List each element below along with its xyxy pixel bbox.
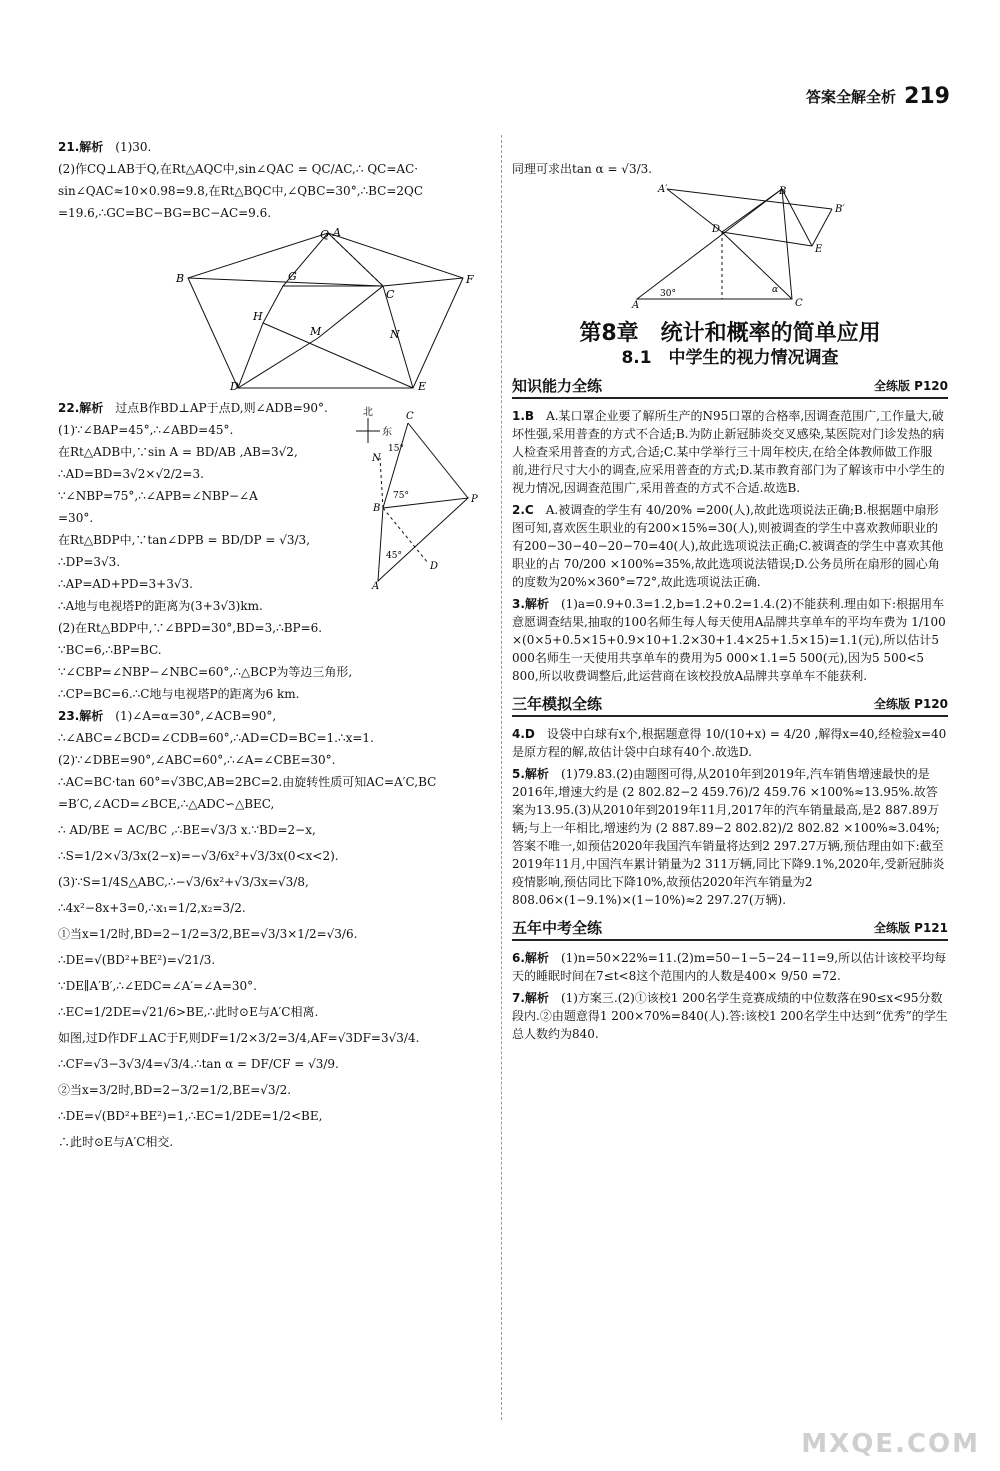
- answer-23-line: ∴此时⊙E与A′C相交.: [58, 1135, 174, 1149]
- answer-text: (1)a=0.9+0.3=1.2,b=1.2+0.2=1.4.(2)不能获利.理由如下:根据用车意愿调查结果,抽取的100名师生每人每天使用A品牌共享单车的平均车费为 1/100 ×(0×5+0.5×15+0.9×10+1.2×30+1.4×25+1.5×15)=1.1(元),所以估计5 000名师生一天使用共享单车的费用为5 000×1.1=5 500(元),因为5 500<5 800,所以收费调整后,此运营商在该校投放A品牌共享单车不能获利.: [512, 597, 946, 683]
- exercise-bar-ref: 全练版 P120: [873, 697, 948, 711]
- svg-text:B: B: [373, 503, 381, 514]
- answer-22-line: 在Rt△BDP中,∵tan∠DPB = BD/DP = √3/3,: [58, 533, 311, 547]
- answer-23-line: ∴AC=BC·tan 60°=√3BC,AB=2BC=2.由旋转性质可知AC=A′C,BC: [58, 775, 437, 789]
- figure-label: E: [815, 244, 823, 255]
- figure-label: B: [779, 186, 787, 197]
- answer-label: 5.解析: [512, 767, 549, 781]
- answer-22-line: ∴AP=AD+PD=3+3√3.: [58, 577, 193, 591]
- figure-label: α: [772, 285, 779, 295]
- section-title: 8.1 中学生的视力情况调查: [621, 348, 839, 368]
- header-title: 答案全解全析: [806, 88, 897, 106]
- exercise-bar-ref: 全练版 P121: [873, 921, 948, 935]
- exercise-bar-title: 知识能力全练: [512, 377, 603, 395]
- answer-23-line: (1)∠A=α=30°,∠ACB=90°,: [115, 709, 277, 723]
- answer-item: [512, 949, 948, 985]
- figure-label: D: [712, 224, 721, 235]
- answer-23-line: ∴DE=√(BD²+BE²)=√21/3.: [58, 953, 216, 967]
- svg-text:F: F: [466, 273, 474, 286]
- svg-text:A: A: [333, 226, 341, 239]
- svg-text:C: C: [386, 288, 395, 301]
- answer-22-line: ∴AD=BD=3√2×√2/2=3.: [58, 467, 204, 481]
- answer-item: [512, 765, 948, 909]
- site-watermark: MXQE.COM: [801, 1429, 980, 1459]
- rotation-figure: [632, 184, 892, 309]
- svg-text:N: N: [390, 328, 400, 341]
- answer-23-line: (3)∵S=1/4S△ABC,∴−√3/6x²+√3/3x=√3/8,: [58, 875, 309, 889]
- answer-23-line: ①当x=1/2时,BD=2−1/2=3/2,BE=√3/3×1/2=√3/6.: [58, 927, 358, 941]
- figure-label: C: [795, 298, 803, 309]
- svg-text:Q: Q: [320, 228, 330, 241]
- exercise-bar: [512, 695, 948, 717]
- answer-23-line: ∵DE∥A′B′,∴∠EDC=∠A′=∠A=30°.: [58, 979, 257, 993]
- left-column: [58, 138, 490, 1155]
- answer-text: A.被调查的学生有 40/20% =200(人),故此选项说法正确;B.根据题中扇形图可知,喜欢医生职业的有200×15%=30(人),则被调查的学生中喜欢教师职业的有200−30−40−20−70=40(人),故此选项说法正确;C.被调查的学生中喜欢其他职业的占 70/200 ×100%=35%,故此选项说法错误;D.公务员所在扇形的圆心角的度数为20%×360°=72°,故此选项说法正确.: [512, 503, 944, 589]
- exercise-bar-title: 三年模拟全练: [512, 695, 603, 713]
- answer-23-line: 如图,过D作DF⊥AC于F,则DF=1/2×3/2=3/4,AF=√3DF=3√3/4.: [58, 1031, 420, 1045]
- answer-22-line: ∴A地与电视塔P的距离为(3+3√3)km.: [58, 599, 263, 613]
- answer-23-line: (2)∵∠DBE=90°,∠ABC=60°,∴∠A=∠CBE=30°.: [58, 753, 336, 767]
- answer-text: (1)n=50×22%=11.(2)m=50−1−5−24−11=9,所以估计该校平均每天的睡眠时间在7≤t<8这个范围内的人数是400× 9/50 =72.: [512, 951, 947, 983]
- answer-23-line: =B′C,∠ACD=∠BCE,∴△ADC∽△BEC,: [58, 797, 275, 811]
- svg-text:G: G: [288, 270, 297, 283]
- answer-label: 2.C: [512, 503, 534, 517]
- svg-text:北: 北: [363, 407, 373, 418]
- answer-item: [512, 725, 948, 761]
- answer-23-line: ∴EC=1/2DE=√21/6>BE,∴此时⊙E与A′C相离.: [58, 1005, 319, 1019]
- svg-text:15°: 15°: [388, 444, 404, 454]
- answer-label: 7.解析: [512, 991, 549, 1005]
- svg-text:E: E: [418, 380, 427, 393]
- answer-22-line: ∴DP=3√3.: [58, 555, 121, 569]
- svg-text:75°: 75°: [393, 491, 409, 501]
- answer-22-line: 过点B作BD⊥AP于点D,则∠ADB=90°.: [115, 401, 328, 415]
- answer-23-line: ②当x=3/2时,BD=2−3/2=1/2,BE=√3/2.: [58, 1083, 292, 1097]
- answer-21: [58, 138, 490, 393]
- right-column: [512, 138, 948, 1047]
- svg-text:P: P: [471, 494, 478, 505]
- pentagon-figure: [168, 226, 474, 393]
- figure-label: A′: [658, 184, 668, 195]
- answer-text: (1)方案三.(2)①该校1 200名学生竞赛成绩的中位数落在90≤x<95分数段内.②由题意得1 200×70%=840(人).答:该校1 200名学生中达到“优秀”的学生总人数约为840.: [512, 991, 948, 1041]
- answer-23-line: ∴ AD/BE = AC/BC ,∴BE=√3/3 x.∵BD=2−x,: [58, 823, 316, 837]
- answer-item: [512, 989, 948, 1043]
- figure-label: A: [632, 300, 640, 311]
- figure-label: B′: [835, 204, 845, 215]
- exercise-bar-ref: 全练版 P120: [873, 379, 948, 393]
- answer-text: 设袋中白球有x个,根据题意得 10/(10+x) = 4/20 ,解得x=40,经检验x=40是原方程的解,故估计袋中白球有40个.故选D.: [512, 727, 947, 759]
- answer-22-line: (1)∵∠BAP=45°,∴∠ABD=45°.: [58, 423, 234, 437]
- answer-23-line: ∴S=1/2×√3/3x(2−x)=−√3/6x²+√3/3x(0<x<2).: [58, 849, 339, 863]
- exercise-bar-title: 五年中考全练: [512, 919, 603, 937]
- answer-item: [512, 595, 948, 685]
- bearing-figure: [348, 403, 488, 593]
- right-top-line: 同理可求出tan α = √3/3.: [512, 162, 653, 176]
- answer-22: [58, 399, 490, 703]
- answer-22-line: ∵∠CBP=∠NBP−∠NBC=60°,∴△BCP为等边三角形,: [58, 665, 353, 679]
- exercise-bar: [512, 377, 948, 399]
- answer-text: (1)79.83.(2)由题图可得,从2010年到2019年,汽车销售增速最快的是2016年,增速大约是 (2 802.82−2 459.76)/2 459.76 ×100%≈13.95%.故答案为13.95.(3)从2010年到2019年11月,2017年的汽车销量最高,是2 887.89万辆;与上一年相比,增速约为 (2 887.89−2 802.82)/2 802.82 ×100%≈3.04%;答案不唯一,如预估2020年我国汽车销量将达到2 297.27万辆,预估理由如下:截至2019年11月,中国汽车累计销量为2 311万辆,同比下降9.1%,2020年,受新冠肺炎疫情影响,预估同比下降10%,故预估2020年汽车销量为2 808.06×(1−9.1%)×(1−10%)≈2 297.27(万辆).: [512, 767, 945, 907]
- page-number: 219: [904, 84, 950, 109]
- answer-21-line: (1)30.: [115, 140, 152, 154]
- answer-21-line: sin∠QAC≈10×0.98=9.8,在Rt△BQC中,∠QBC=30°,∴BC=2QC: [58, 184, 424, 198]
- answer-23: [58, 707, 490, 1151]
- answer-23-label: 23.解析: [58, 709, 104, 723]
- answer-23-line: ∴∠ABC=∠BCD=∠CDB=60°,∴AD=CD=BC=1.∴x=1.: [58, 731, 374, 745]
- answer-item: [512, 407, 948, 497]
- answer-text: A.某口罩企业要了解所生产的N95口罩的合格率,因调查范围广,工作量大,破坏性强,采用普查的方式不合适;B.为防止新冠肺炎交叉感染,某医院对门诊发热的病人检查采用普查的方式,合适;C.某中学举行三十周年校庆,在给全体教师做工作服前,进行尺寸大小的调查,应采用普查的方式;D.某市教育部门为了解该市中小学生的视力情况,因调查范围广,采用普查的方式不合适.故选B.: [512, 409, 945, 495]
- answer-label: 4.D: [512, 727, 535, 741]
- answer-21-line: (2)作CQ⊥AB于Q,在Rt△AQC中,sin∠QAC = QC/AC,∴ QC=AC·: [58, 162, 419, 176]
- answer-label: 1.B: [512, 409, 535, 423]
- chapter-title: 第8章 统计和概率的简单应用: [579, 321, 881, 346]
- svg-text:D: D: [230, 380, 239, 393]
- svg-text:B: B: [176, 272, 185, 285]
- answer-item: [512, 501, 948, 591]
- answer-label: 6.解析: [512, 951, 549, 965]
- svg-text:C: C: [406, 411, 414, 422]
- answer-22-line: ∵∠NBP=75°,∴∠APB=∠NBP−∠A: [58, 489, 258, 503]
- answer-22-line: ∵BC=6,∴BP=BC.: [58, 643, 162, 657]
- answer-23-line: ∴CF=√3−3√3/4=√3/4.∴tan α = DF/CF = √3/9.: [58, 1057, 339, 1071]
- column-divider: [501, 135, 502, 1420]
- svg-text:M: M: [310, 325, 322, 338]
- answer-22-line: 在Rt△ADB中,∵sin A = BD/AB ,AB=3√2,: [58, 445, 298, 459]
- svg-text:H: H: [253, 310, 263, 323]
- answer-22-label: 22.解析: [58, 401, 104, 415]
- answer-22-line: (2)在Rt△BDP中,∵∠BPD=30°,BD=3,∴BP=6.: [58, 621, 323, 635]
- answer-22-line: ∴CP=BC=6.∴C地与电视塔P的距离为6 km.: [58, 687, 300, 701]
- exercise-bar: [512, 919, 948, 941]
- answer-23-line: ∴4x²−8x+3=0,∴x₁=1/2,x₂=3/2.: [58, 901, 246, 915]
- page-header: [806, 84, 950, 109]
- svg-text:N: N: [372, 453, 381, 464]
- svg-text:A: A: [372, 581, 380, 592]
- svg-text:45°: 45°: [386, 551, 402, 561]
- answer-label: 3.解析: [512, 597, 549, 611]
- figure-label: 30°: [660, 289, 676, 299]
- answer-22-line: =30°.: [58, 511, 94, 525]
- answer-21-line: =19.6,∴GC=BC−BG=BC−AC=9.6.: [58, 206, 272, 220]
- answer-23-line: ∴DE=√(BD²+BE²)=1,∴EC=1/2DE=1/2<BE,: [58, 1109, 323, 1123]
- svg-text:东: 东: [382, 427, 392, 438]
- answer-21-label: 21.解析: [58, 140, 104, 154]
- svg-text:D: D: [430, 561, 439, 572]
